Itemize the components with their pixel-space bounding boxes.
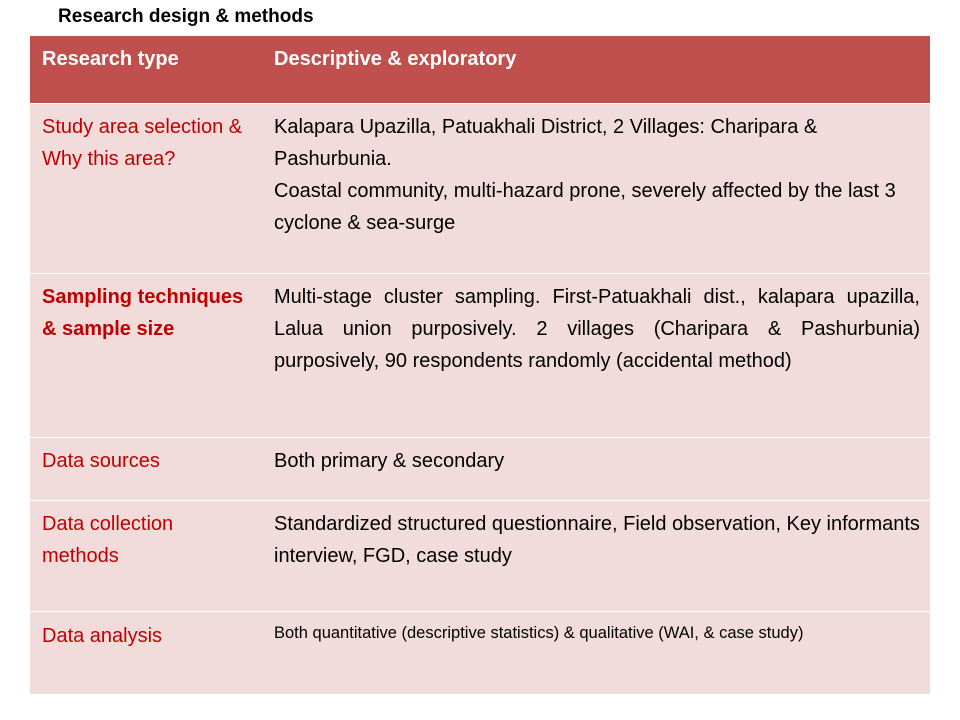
table-row-study-area: [30, 103, 930, 273]
table-row-data-sources: [30, 437, 930, 500]
header-label-cell: Research type: [30, 36, 262, 103]
value-line: Both primary & secondary: [274, 449, 505, 472]
value-line: Multi-stage cluster sampling. First-Patuakhali dist., kalapara upazilla, Lalua union purposively. 2 villages (Charipara & Pashurbunia) purposively, 90 respondents randomly (accidental method): [274, 285, 920, 372]
slide-title: Research design & methods: [58, 6, 314, 27]
research-design-table: [30, 36, 930, 695]
value-line: Standardized structured questionnaire, Field observation, Key informants interview, FGD, case study: [274, 512, 920, 567]
table-row-sampling: [30, 273, 930, 437]
row-value-data-analysis: [262, 611, 930, 694]
table-header-row: [30, 36, 930, 103]
row-value-sampling: [262, 273, 930, 437]
row-label-data-analysis: Data analysis: [30, 611, 262, 694]
row-label-sampling: Sampling techniques & sample size: [30, 273, 262, 437]
table-row-data-collection: [30, 500, 930, 611]
header-value-cell: Descriptive & exploratory: [262, 36, 930, 103]
table-row-data-analysis: [30, 611, 930, 694]
value-line: Coastal community, multi-hazard prone, severely affected by the last 3 cyclone & sea-surge: [274, 179, 896, 234]
row-label-study-area: Study area selection & Why this area?: [30, 103, 262, 273]
row-value-data-sources: [262, 437, 930, 500]
row-value-study-area: [262, 103, 930, 273]
row-label-data-sources: Data sources: [30, 437, 262, 500]
value-line: Kalapara Upazilla, Patuakhali District, 2 Villages: Charipara & Pashurbunia.: [274, 115, 818, 170]
row-label-data-collection: Data collection methods: [30, 500, 262, 611]
value-line: Both quantitative (descriptive statistics) & qualitative (WAI, & case study): [274, 623, 804, 642]
row-value-data-collection: [262, 500, 930, 611]
